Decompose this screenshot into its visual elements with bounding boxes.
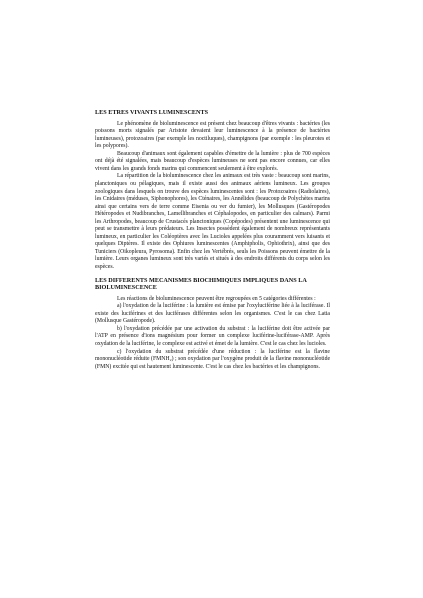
section-title-mechanisms: LES DIFFERENTS MECANISMES BIOCHIMIQUES IMPLIQUES DANS LA BIOLUMINESCENCE — [95, 276, 307, 292]
paragraph: c) l'oxydation du substrat précédée d'une réduction : la luciférine est la flavine mononucléotide réduite (FMNH₂) ; son oxydation par l'oxygène produit de la flavine mononucléotide (FMN) excitée qui est hautement luminescente. C'est le cas chez les bactéries et les champignons. — [95, 348, 330, 370]
section-title-living-beings: LES ETRES VIVANTS LUMINESCENTS — [95, 109, 209, 116]
paragraph: b) l'oxydation précédée par une activation du substrat : la luciférine doit être activée par l'ATP en présence d'ions magnésium pour former un complexe luciférine-luciférase-AMP. Après oxydation de la luciférine, le complexe est activé et émet de la lumière. C'est le cas chez les lucioles. — [95, 325, 330, 347]
paragraph: Le phénomène de bioluminescence est présent chez beaucoup d'êtres vivants : bactéries (les poissons morts signalés par Aristote devaient leur luminescence à la présence de bactéries lumineuses), protozoaires (par exemple les noctiluques), champignons (par exemple : les pleurotes et les polypores). — [95, 120, 330, 150]
paragraph: Les réactions de bioluminescence peuvent être regroupées en 5 catégories différentes : — [117, 295, 316, 302]
paragraph: La répartition de la bioluminescence chez les animaux est très vaste : beaucoup sont marins, planctoniques ou pélagiques, mais il existe aussi des animaux aériens lumineux. Les groupes zoologiques dans lesquels on trouve des espèces luminescentes sont : les Protozoaires (Radiolaires), les Cnidaires (méduses, Siphonophores), les Cténaires, les Annélides (beaucoup de Polychètes marins ainsi que certains vers de terre comme Eisenia ou ver du fumier), les Mollusques (Gastéropodes Hétéropodes et Nudibranches, Lamellibranches et Céphalopodes, en particulier des calmars). Parmi les Arthropodes, beaucoup de Crustacés planctoniques (Copépodes) présentent une luminescence qui peut se transmettre à leurs prédateurs. Les Insectes possèdent également de nombreux représentants lumineux, en particulier les Coléoptères avec les Lucioles appelées plus couramment vers luisants et quelques Diptères. Il existe des Ophiures luminescentes (Amphipholis, Ophiothrix), ainsi que des Tuniciers (Oikopleura, Pyrosoma). Enfin chez les Vertébrés, seuls les Poissons peuvent émettre de la lumière. Leurs organes lumineux sont très variés et situés à des endroits différents du corps selon les espèces. — [95, 173, 330, 270]
paragraph: a) l'oxydation de la luciférine : la lumière est émise par l'oxyluciférine liée à la luciférase. Il existe des luciférines et des luciférases différentes selon les organismes. C'est le cas chez Latia (Mollusque Gastéropode). — [95, 303, 330, 325]
document-page — [95, 109, 330, 371]
paragraph: Beaucoup d'animaux sont également capables d'émettre de la lumière : plus de 700 espèces ont déjà été signalées, mais beaucoup d'espèces lumineuses ne sont pas encore connues, car elles vivent dans les grands fonds marins qui commencent seulement à être explorés. — [95, 150, 330, 172]
